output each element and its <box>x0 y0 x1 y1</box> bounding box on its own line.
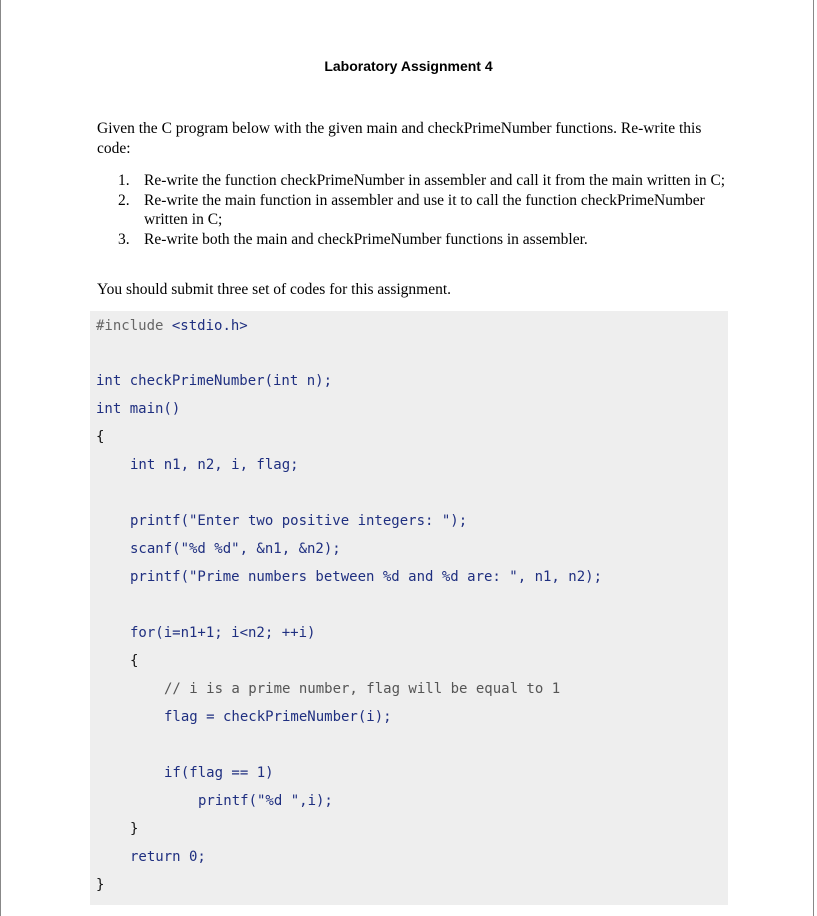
document-title: Laboratory Assignment 4 <box>324 58 493 74</box>
code-line-16: } <box>96 877 105 893</box>
code-line-12: if(flag == 1) <box>164 765 274 781</box>
code-line-8: for(i=n1+1; i<n2; ++i) <box>130 625 316 641</box>
page-border-left <box>0 0 1 916</box>
code-include-line <box>96 318 248 334</box>
task-list <box>118 171 728 249</box>
code-include-header: <stdio.h> <box>171 318 248 334</box>
task-item-3 <box>118 230 728 250</box>
code-line-14: } <box>130 821 139 837</box>
task-item-1 <box>118 171 728 191</box>
task-text: Re-write the function checkPrimeNumber in assembler and call it from the main written in C; <box>144 172 726 189</box>
task-number: 1. <box>118 172 130 189</box>
task-item-2 <box>118 191 728 230</box>
code-line-7: printf("Prime numbers between %d and %d are: ", n1, n2); <box>130 569 603 585</box>
task-number: 3. <box>118 230 130 248</box>
code-line-2: int main() <box>96 401 181 417</box>
submit-note: You should submit three set of codes for this assignment. <box>97 281 452 298</box>
task-text: Re-write both the main and checkPrimeNumber functions in assembler. <box>144 230 588 248</box>
intro-paragraph: Given the C program below with the given main and checkPrimeNumber functions. Re-write this code: <box>97 120 702 157</box>
code-line-6: scanf("%d %d", &n1, &n2); <box>130 541 341 557</box>
code-line-1: int checkPrimeNumber(int n); <box>96 373 333 389</box>
code-line-5: printf("Enter two positive integers: "); <box>130 513 468 529</box>
code-line-9: { <box>130 653 139 669</box>
code-comment-line: // i is a prime number, flag will be equal to 1 <box>164 681 561 697</box>
page-border-right <box>813 0 814 916</box>
code-include-directive: #include <box>96 318 164 334</box>
code-block <box>90 311 728 905</box>
code-line-11: flag = checkPrimeNumber(i); <box>164 709 392 725</box>
code-line-15: return 0; <box>130 849 206 865</box>
task-number: 2. <box>118 191 130 209</box>
code-line-4: int n1, n2, i, flag; <box>130 457 299 473</box>
code-line-13: printf("%d ",i); <box>198 793 333 809</box>
code-line-3: { <box>96 429 105 445</box>
task-text: Re-write the main function in assembler and use it to call the function checkPrimeNumber written in C; <box>144 191 705 228</box>
